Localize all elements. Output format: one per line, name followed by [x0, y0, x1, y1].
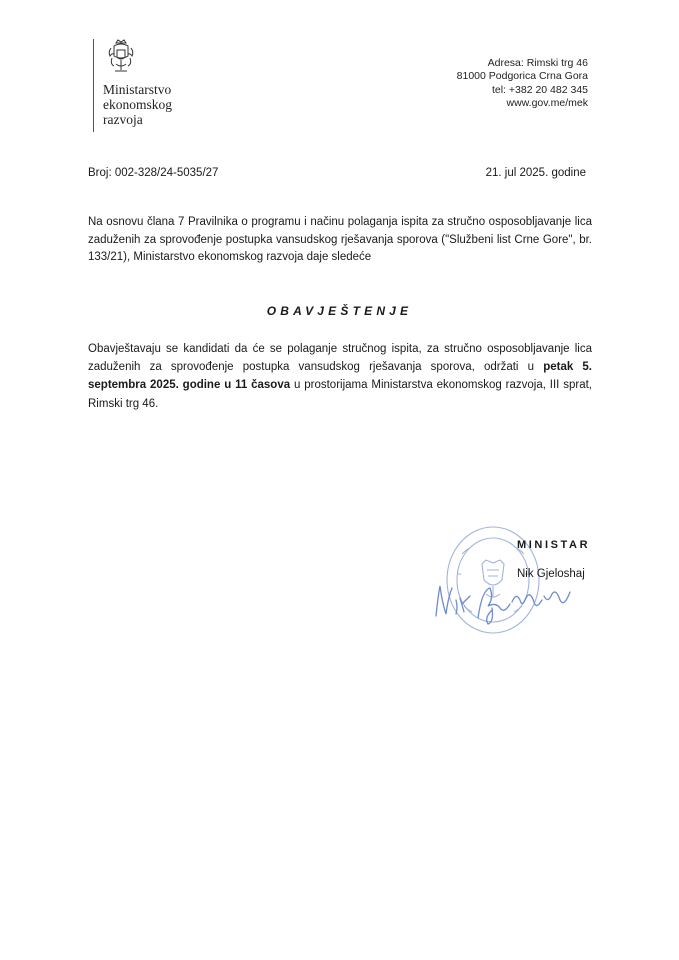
- contact-city: 81000 Podgorica Crna Gora: [456, 70, 588, 83]
- notice-paragraph: [88, 340, 592, 413]
- ministry-name-line: Ministarstvo: [103, 82, 172, 97]
- notice-date-time: petak 5. septembra 2025. godine u 11 časova: [88, 361, 592, 392]
- notice-text-part2: u prostorijama Ministarstva ekonomskog razvoja, III sprat, Rimski trg 46.: [88, 379, 592, 410]
- ministry-name: [103, 82, 172, 127]
- contact-phone: tel: +382 20 482 345: [491, 83, 588, 96]
- contact-address: Adresa: Rimski trg 46: [487, 57, 588, 69]
- intro-paragraph: Na osnovu člana 7 Pravilnika o programu i načinu polaganja ispita za stručno osposobljavanje lica zaduženih za sprovođenje postupka vansudskog rješavanja sporova ("Službeni list Crne Gore", br. 133/21), Ministarstvo ekonomskog razvoja daje sledeće: [88, 216, 592, 263]
- handwritten-signature: [430, 578, 585, 628]
- document-heading: OBAVJEŠTENJE: [266, 304, 413, 318]
- document-date: 21. jul 2025. godine: [485, 167, 586, 179]
- notice-text-part1: Obavještavaju se kandidati da će se polaganje stručnog ispita, za stručno osposobljavanje lica zaduženih za sprovođenje postupka vansudskog rješavanja sporova, održati u: [88, 343, 592, 374]
- ministry-name-line: ekonomskog: [103, 97, 172, 112]
- contact-website: www.gov.me/mek: [506, 96, 588, 109]
- logo-divider: [93, 39, 94, 132]
- signatory-title: MINISTAR: [517, 539, 591, 551]
- ministry-name-line: razvoja: [103, 112, 143, 127]
- contact-block: [457, 57, 588, 110]
- signatory-name: Nik Gjeloshaj: [517, 568, 585, 580]
- coat-of-arms-icon: [106, 38, 136, 78]
- reference-number: Broj: 002-328/24-5035/27: [88, 167, 219, 179]
